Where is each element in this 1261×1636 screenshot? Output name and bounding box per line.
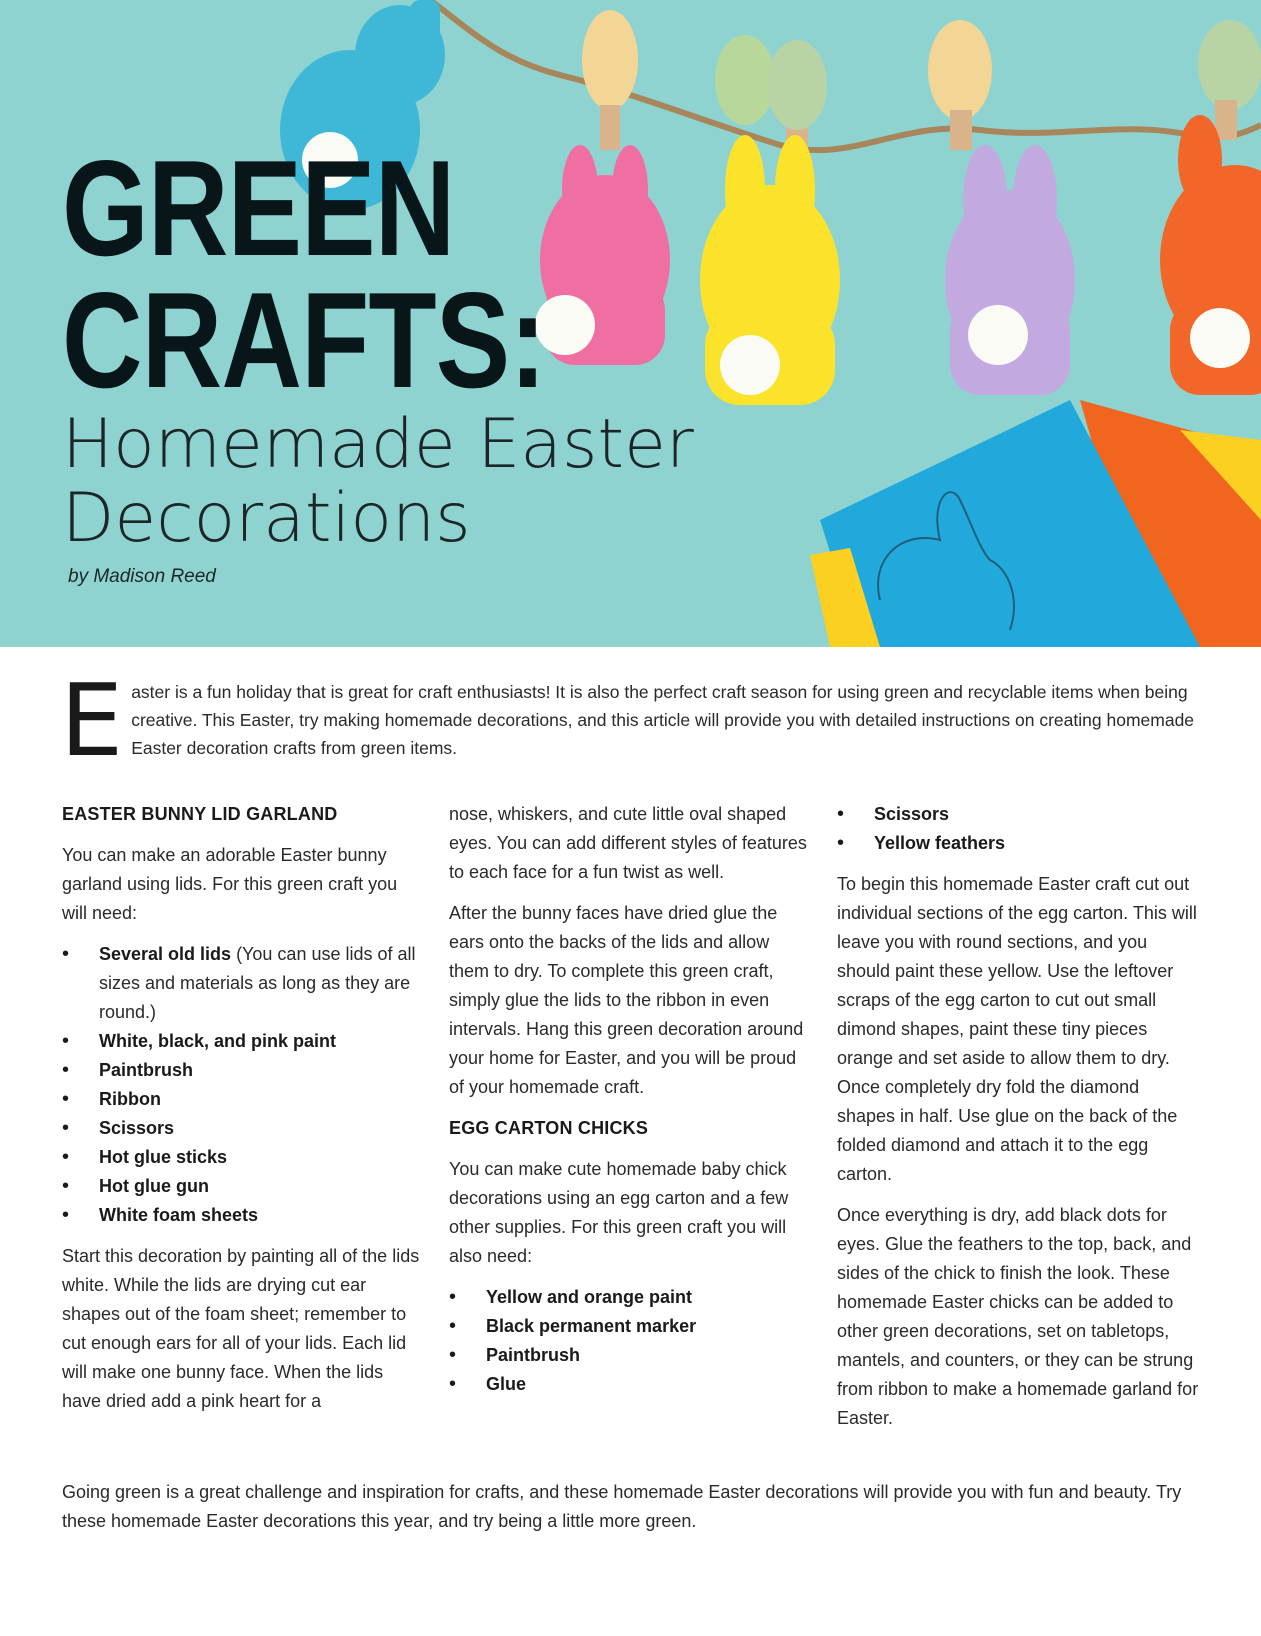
list-item: • Scissors xyxy=(837,800,1202,829)
list-item: • Hot glue gun xyxy=(62,1172,422,1201)
column-1 xyxy=(62,800,422,1428)
subheadline-line2: Decorations xyxy=(62,479,471,558)
list-item: • Yellow and orange paint xyxy=(449,1283,814,1312)
hero-image xyxy=(0,0,1261,647)
byline: by Madison Reed xyxy=(68,566,216,587)
section-heading-egg-carton-chicks: EGG CARTON CHICKS xyxy=(449,1118,649,1138)
section-intro-bunny-garland: You can make an adorable Easter bunny garland using lids. For this green craft you will need: xyxy=(62,845,398,923)
supply-list-egg-carton-chicks xyxy=(449,1283,814,1399)
list-item: • Yellow feathers xyxy=(837,829,1202,858)
headline-line1: GREEN xyxy=(62,132,455,284)
list-item: • Ribbon xyxy=(62,1085,422,1114)
body-paragraph: Start this decoration by painting all of the lids white. While the lids are drying cut ear shapes out of the foam sheet; remember to cut enough ears for all of your lids. Each lid will make one bunny face. When the lids have dried add a pink heart for a xyxy=(62,1246,420,1411)
list-item: • Paintbrush xyxy=(62,1056,422,1085)
body-paragraph: To begin this homemade Easter craft cut out individual sections of the egg carton. This will leave you with round sections, and you should paint these yellow. Use the leftover scraps of the egg carton to cut out small dimond shapes, paint these tiny pieces orange and set aside to allow them to dry. Once completely dry fold the diamond shapes in half. Use glue on the back of the folded diamond and attach it to the egg carton. xyxy=(837,874,1197,1184)
column-3 xyxy=(837,800,1202,1445)
body-paragraph: nose, whiskers, and cute little oval shaped eyes. You can add different styles of features to each face for a fun twist as well. xyxy=(449,804,807,882)
body-paragraph: Once everything is dry, add black dots for eyes. Glue the feathers to the top, back, and sides of the chick to finish the look. These homemade Easter chicks can be added to other green decorations, set on tabletops, mantels, and counters, or they can be strung from ribbon to make a homemade garland for Easter. xyxy=(837,1205,1199,1428)
intro-text: aster is a fun holiday that is great for craft enthusiasts! It is also the perfect craft season for using green and recyclable items when being creative. This Easter, try making homemade decorations, and this article will provide you with detailed instructions on creating homemade Easter decoration crafts from green items. xyxy=(131,682,1195,758)
column-2 xyxy=(449,800,814,1411)
body-paragraph: After the bunny faces have dried glue the ears onto the backs of the lids and allow them to dry. To complete this green craft, simply glue the lids to the ribbon in even intervals. Hang this green decoration around your home for Easter, and you will be proud of your homemade craft. xyxy=(449,903,804,1097)
headline-line2: CRAFTS: xyxy=(62,264,546,416)
intro-paragraph xyxy=(60,662,1202,779)
list-item: • White foam sheets xyxy=(62,1201,422,1230)
subheadline-line1: Homemade Easter xyxy=(62,405,694,484)
headline xyxy=(62,132,546,416)
list-item: • Several old lids (You can use lids of all sizes and materials as long as they are round.) xyxy=(62,940,422,1027)
drop-cap: E xyxy=(60,662,124,779)
closing-paragraph: Going green is a great challenge and inspiration for crafts, and these homemade Easter decorations will provide you with fun and beauty. Try these homemade Easter decorations this year, and try being a little more green. xyxy=(62,1482,1182,1531)
list-item: • White, black, and pink paint xyxy=(62,1027,422,1056)
subheadline xyxy=(62,405,694,558)
supply-list-egg-carton-chicks-continued xyxy=(837,800,1202,858)
list-item: • Glue xyxy=(449,1370,814,1399)
section-intro-egg-carton-chicks: You can make cute homemade baby chick decorations using an egg carton and a few other supplies. For this green craft you will also need: xyxy=(449,1159,789,1266)
list-item: • Black permanent marker xyxy=(449,1312,814,1341)
list-item: • Paintbrush xyxy=(449,1341,814,1370)
section-heading-bunny-garland: EASTER BUNNY LID GARLAND xyxy=(62,804,338,824)
supply-list-bunny-garland xyxy=(62,940,422,1230)
list-item: • Hot glue sticks xyxy=(62,1143,422,1172)
list-item: • Scissors xyxy=(62,1114,422,1143)
